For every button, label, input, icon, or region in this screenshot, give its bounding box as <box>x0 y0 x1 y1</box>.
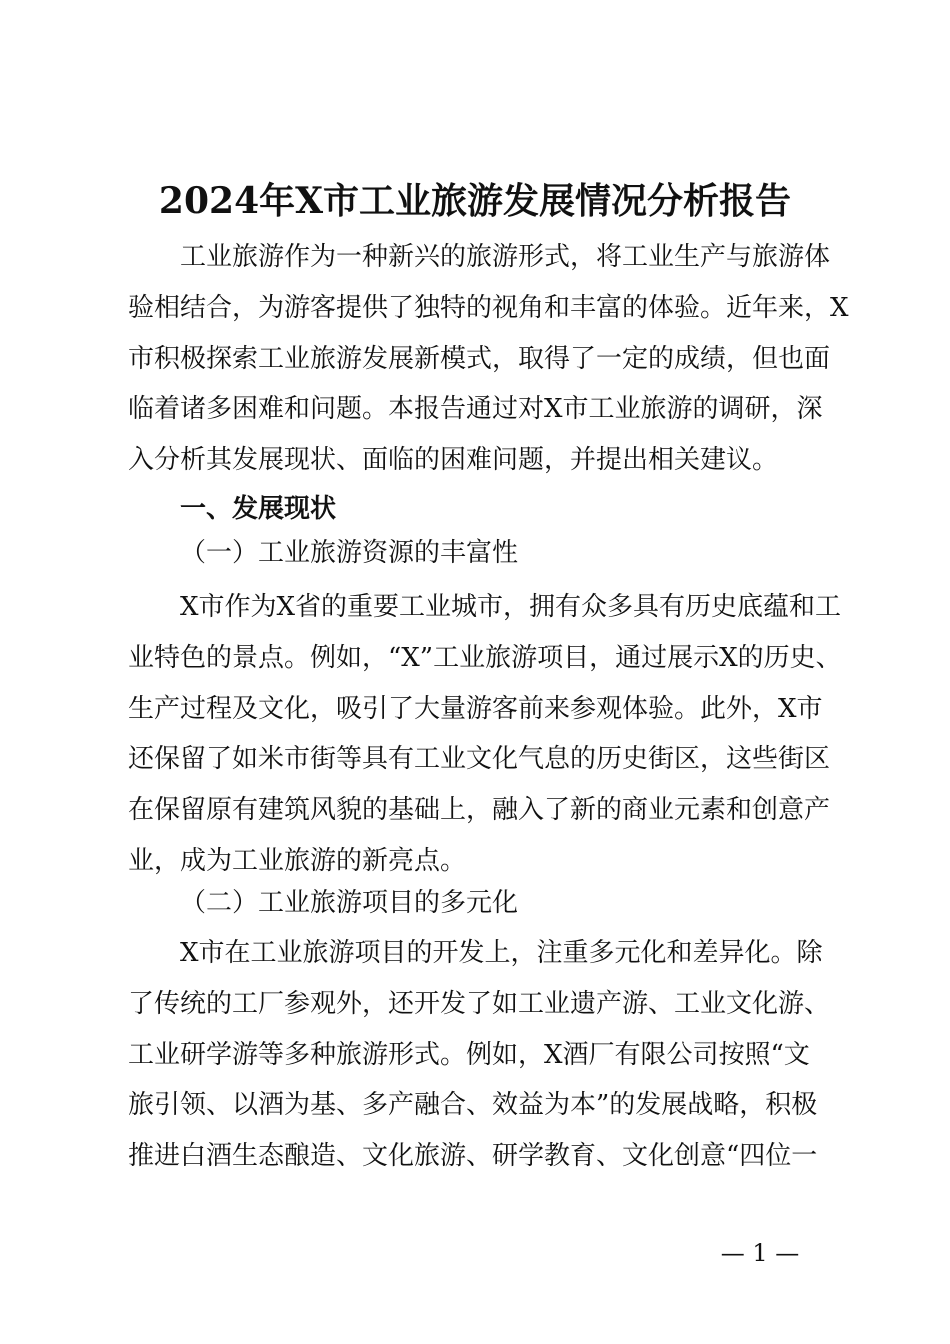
paragraph-line: X市作为X省的重要工业城市，拥有众多具有历史底蕴和工 <box>180 592 842 622</box>
paragraph-line: 验相结合，为游客提供了独特的视角和丰富的体验。近年来，X <box>128 292 849 323</box>
resource-richness-paragraph <box>128 582 842 887</box>
paragraph-line: X市在工业旅游项目的开发上，注重多元化和差异化。除 <box>180 938 823 968</box>
intro-paragraph <box>128 232 849 486</box>
paragraph-line: 工业研学游等多种旅游形式。例如，X酒厂有限公司按照“文 <box>128 1039 810 1070</box>
paragraph-line: 还保留了如米市街等具有工业文化气息的历史街区，这些街区 <box>128 744 831 775</box>
paragraph-line: 业特色的景点。例如，“X”工业旅游项目，通过展示X的历史、 <box>128 642 842 673</box>
paragraph-line: 了传统的工厂参观外，还开发了如工业遗产游、工业文化游、 <box>128 988 831 1019</box>
paragraph-line: 工业旅游作为一种新兴的旅游形式，将工业生产与旅游体 <box>180 242 831 272</box>
paragraph-line: 入分析其发展现状、面临的困难问题，并提出相关建议。 <box>128 445 779 476</box>
paragraph-line: 推进白酒生态酿造、文化旅游、研学教育、文化创意“四位一 <box>128 1141 818 1172</box>
paragraph-line: 业，成为工业旅游的新亮点。 <box>128 845 467 876</box>
subsection-heading-project-diversity: （二）工业旅游项目的多元化 <box>180 888 519 918</box>
page-number: — 1 — <box>720 1239 800 1267</box>
section-heading-development-status: 一、发展现状 <box>180 494 337 524</box>
paragraph-line: 旅引领、以酒为基、多产融合、效益为本”的发展战略，积极 <box>128 1090 818 1121</box>
paragraph-line: 生产过程及文化，吸引了大量游客前来参观体验。此外，X市 <box>128 693 823 724</box>
document-title: 2024年X市工业旅游发展情况分析报告 <box>158 180 792 222</box>
subsection-heading-resource-richness: （一）工业旅游资源的丰富性 <box>180 538 519 568</box>
paragraph-line: 在保留原有建筑风貌的基础上，融入了新的商业元素和创意产 <box>128 795 831 826</box>
project-diversity-paragraph <box>128 928 832 1182</box>
paragraph-line: 市积极探索工业旅游发展新模式，取得了一定的成绩，但也面 <box>128 343 831 374</box>
paragraph-line: 临着诸多困难和问题。本报告通过对X市工业旅游的调研，深 <box>128 394 823 425</box>
